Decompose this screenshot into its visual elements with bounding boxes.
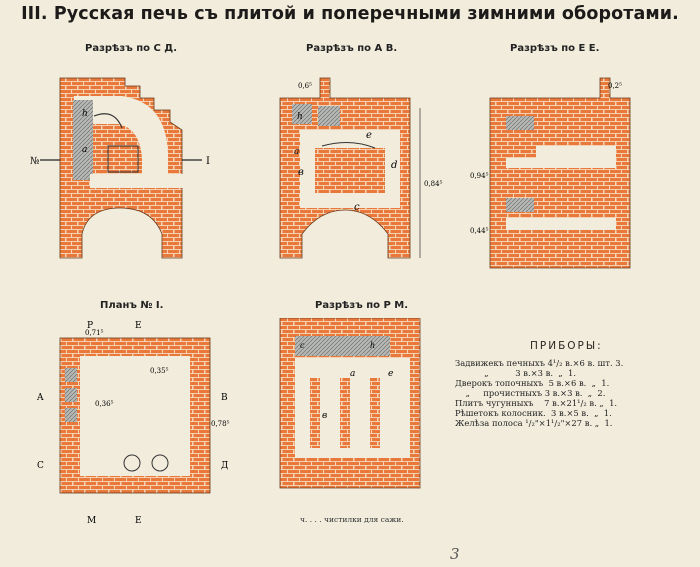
label-c: c <box>300 341 305 350</box>
hatch-upper <box>506 116 534 130</box>
pribory-row: Задвижекъ печныхъ 4¹/₂ в.×6 в. шт. 3. <box>455 358 624 368</box>
inner-area <box>80 356 190 476</box>
diagram-section-sd <box>30 58 235 276</box>
channel-1 <box>536 146 616 158</box>
label-C: C <box>37 461 44 471</box>
partition-1 <box>310 378 320 448</box>
brick-mass <box>490 78 630 268</box>
diagram-section-ab <box>270 58 450 276</box>
dim-top: 0,71⁵ <box>85 329 104 337</box>
flue-2 <box>65 388 77 402</box>
label-d: d <box>391 160 398 171</box>
page-number: 3 <box>450 545 460 563</box>
partition-2 <box>340 378 350 448</box>
section-title-plan: Планъ № I. <box>100 300 164 311</box>
dim-right: 0,78⁵ <box>211 420 230 428</box>
pribory-row: „ прочистныхъ 3 в.×3 в. „ 2. <box>455 388 606 398</box>
channel-2 <box>506 158 616 168</box>
diagram-plan <box>25 318 235 528</box>
dim-height: 0,84⁵ <box>424 180 443 188</box>
section-title-pm: Разрѣзъ по Р М. <box>315 300 409 311</box>
label-e: e <box>388 369 394 379</box>
label-B: B <box>221 393 228 403</box>
hearth-channel <box>90 174 185 188</box>
label-A: A <box>37 393 44 403</box>
dim-inner: 0,36⁵ <box>95 400 114 408</box>
label-E-top: E <box>135 321 142 331</box>
pribory-row: Рѣшетокъ колосник. 3 в.×5 в. „ 1. <box>455 408 612 418</box>
pribory-row: Желѣза полоса ¹/₂"×1¹/₂"×27 в. „ 1. <box>455 418 613 428</box>
label-left-marker: № <box>30 156 40 167</box>
dim-top: 0,6⁵ <box>298 82 312 90</box>
label-a: a <box>294 147 300 157</box>
label-e: e <box>366 130 372 141</box>
label-M: M <box>87 516 97 526</box>
label-P: P <box>87 321 94 331</box>
pribory-list <box>455 358 695 428</box>
damper-row <box>295 336 390 356</box>
dim-top: 0,2⁵ <box>608 82 622 90</box>
label-right-marker: I <box>206 156 210 167</box>
label-h: h <box>82 109 88 119</box>
label-E-bottom: E <box>135 516 142 526</box>
section-title-ab: Разрѣзъ по А В. <box>306 43 398 54</box>
damper-top <box>318 106 340 126</box>
dim-lower: 0,44⁵ <box>470 227 489 235</box>
label-a: a <box>350 369 356 379</box>
label-b: в <box>298 167 304 178</box>
pribory-row: Дверокъ топочныхъ 5 в.×6 в. „ 1. <box>455 378 610 388</box>
flue-1 <box>65 368 77 382</box>
chistki-legend: ч. . . . чистилки для сажи. <box>300 515 404 524</box>
label-c: c <box>354 202 360 213</box>
page-title: III. Русская печь съ плитой и поперечными зимними оборотами. <box>21 4 679 24</box>
diagram-section-ee <box>460 58 660 276</box>
label-D: Д <box>221 461 229 471</box>
pribory-row: „ 3 в.×3 в. „ 1. <box>455 368 576 378</box>
label-a: a <box>82 145 88 155</box>
pribory-row: Плитъ чугунныхъ 7 в.×21¹/₂ в. „ 1. <box>455 398 618 408</box>
section-title-ee: Разрѣзъ по Е Е. <box>510 43 600 54</box>
label-b: в <box>322 411 328 421</box>
diagram-section-pm <box>270 318 450 508</box>
channel-3 <box>506 218 616 230</box>
hatch-lower <box>506 198 534 212</box>
section-title-sd: Разрѣзъ по С Д. <box>85 43 177 54</box>
dim-upper: 0,94⁵ <box>470 172 489 180</box>
partition-3 <box>370 378 380 448</box>
label-h: h <box>370 341 376 350</box>
pribory-heading: ПРИБОРЫ: <box>530 340 603 352</box>
label-h: h <box>297 112 303 122</box>
dim-mid: 0,35⁵ <box>150 367 169 375</box>
flue-3 <box>65 408 77 422</box>
